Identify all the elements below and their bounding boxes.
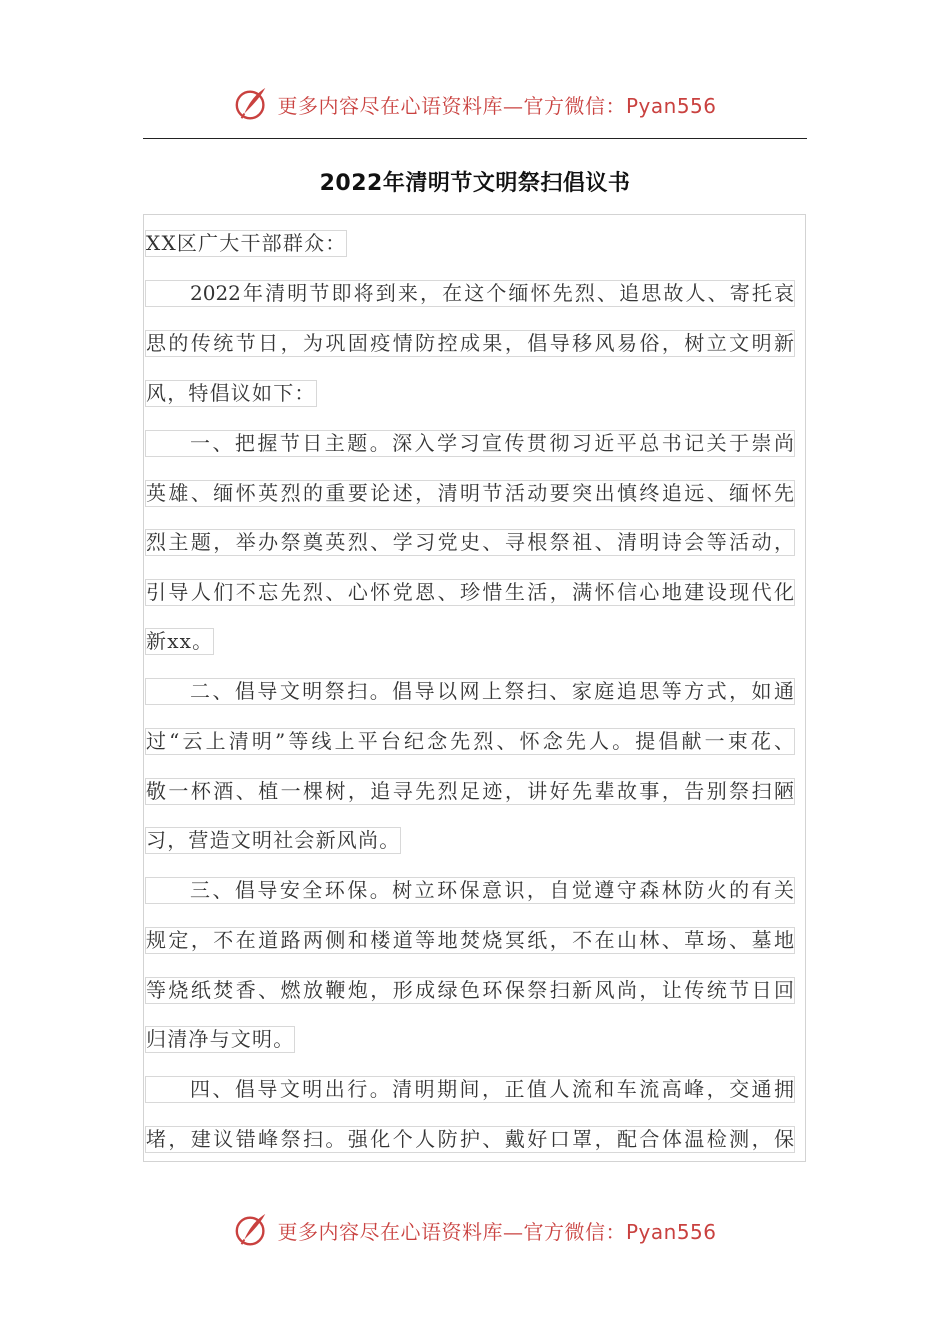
body-line-8: 引导人们不忘先烈、心怀党恩、珍惜生活，满怀信心地建设现代化 [146, 580, 794, 604]
header-watermark [0, 82, 950, 126]
header-rule [143, 138, 807, 139]
body-line-16: 等烧纸焚香、燃放鞭炮，形成绿色环保祭扫新风尚，让传统节日回 [146, 978, 794, 1002]
body-line-7: 烈主题，举办祭奠英烈、学习党史、寻根祭祖、清明诗会等活动， [146, 530, 794, 554]
body-line-1: XX区广大干部群众： [146, 231, 347, 255]
body-line-15: 规定，不在道路两侧和楼道等地焚烧冥纸，不在山林、草场、墓地 [146, 928, 794, 952]
footer-watermark [0, 1208, 950, 1252]
body-line-9: 新xx。 [146, 629, 214, 653]
body-line-12: 敬一杯酒、植一棵树，追寻先烈足迹，讲好先辈故事，告别祭扫陋 [146, 779, 794, 803]
body-line-11: 过“云上清明”等线上平台纪念先烈、怀念先人。提倡献一束花、 [146, 729, 794, 753]
body-line-13: 习，营造文明社会新风尚。 [146, 828, 401, 852]
body-line-2: 2022年清明节即将到来，在这个缅怀先烈、追思故人、寄托哀 [145, 280, 795, 307]
body-line-4: 风，特倡议如下： [146, 381, 316, 405]
body-line-5: 一、把握节日主题。深入学习宣传贯彻习近平总书记关于崇尚 [145, 430, 795, 457]
document-title: 2022年清明节文明祭扫倡议书 [319, 171, 631, 196]
quill-logo-icon [233, 85, 271, 123]
body-line-18: 四、倡导文明出行。清明期间，正值人流和车流高峰，交通拥 [145, 1076, 795, 1103]
watermark-text [277, 1216, 716, 1245]
watermark-text [277, 90, 716, 119]
body-line-3: 思的传统节日，为巩固疫情防控成果，倡导移风易俗，树立文明新 [146, 331, 794, 355]
watermark-cn: 更多内容尽在心语资料库—官方微信： [277, 1219, 626, 1244]
watermark-wechat-id: Pyan556 [625, 93, 717, 118]
watermark-cn: 更多内容尽在心语资料库—官方微信： [277, 93, 626, 118]
body-line-14: 三、倡导安全环保。树立环保意识，自觉遵守森林防火的有关 [145, 877, 795, 904]
body-line-19: 堵，建议错峰祭扫。强化个人防护、戴好口罩，配合体温检测，保 [146, 1127, 794, 1151]
body-line-10: 二、倡导文明祭扫。倡导以网上祭扫、家庭追思等方式，如通 [145, 678, 795, 705]
watermark-wechat-id: Pyan556 [625, 1219, 717, 1244]
body-line-6: 英雄、缅怀英烈的重要论述，清明节活动要突出慎终追远、缅怀先 [146, 481, 794, 505]
body-line-17: 归清净与文明。 [146, 1027, 295, 1051]
quill-logo-icon [233, 1211, 271, 1249]
